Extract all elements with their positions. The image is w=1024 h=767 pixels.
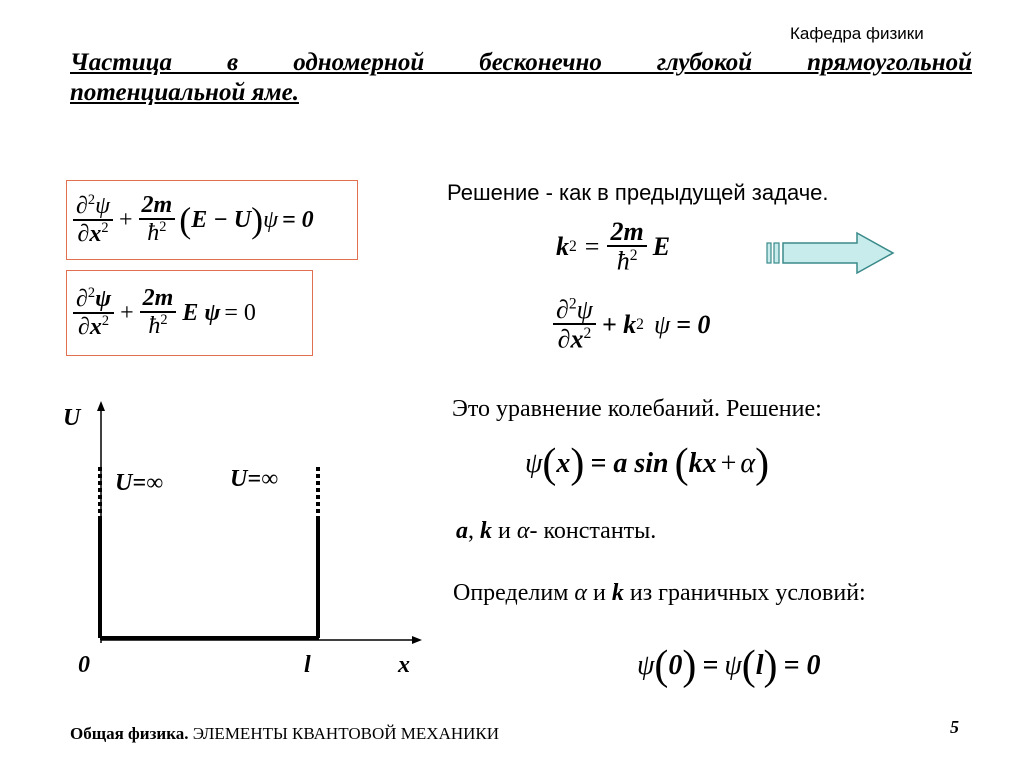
- slide-title-line2: потенциальной яме.: [70, 79, 299, 106]
- boundary-intro-line: Определим α и k из граничных условий:: [453, 580, 866, 606]
- axis-label-l: l: [304, 652, 311, 678]
- potential-well-diagram: [60, 395, 440, 695]
- boundary-intro-part2: из граничных условий:: [629, 580, 866, 606]
- oscillation-note-text: Это уравнение колебаний. Решение:: [452, 396, 822, 422]
- page-number: 5: [950, 717, 959, 737]
- solution-intro-text: Решение - как в предыдущей задаче.: [447, 180, 829, 205]
- axis-label-u: U: [63, 405, 81, 431]
- footer-course: [70, 724, 499, 744]
- equation-schrodinger-general: $\frac{\partial^2\psi}{\partial x^2}$ + $\frac{2m}{ħ^2}$ ( E − U ) ψ = 0: [66, 180, 358, 260]
- boundary-intro-part1: Определим: [453, 580, 569, 606]
- constants-suffix: - константы.: [529, 518, 657, 544]
- equation-k-definition: k 2 = $\frac{2m}{ħ^2}$ E: [556, 217, 671, 276]
- u-axis-arrow-icon: [97, 401, 105, 411]
- constants-line: a, k и α- константы.: [456, 518, 657, 544]
- footer-course-rest: ЭЛЕМЕНТЫ КВАНТОВОЙ МЕХАНИКИ: [192, 724, 500, 743]
- and-word-2: и: [593, 580, 606, 606]
- department-label: Кафедра физики: [790, 24, 924, 43]
- label-left-infinite-potential: U=∞: [115, 470, 164, 496]
- and-word: и: [498, 518, 511, 544]
- equation-solution: ψ ( x ) = a sin ( kx + α ): [525, 441, 770, 487]
- equation-oscillation: $\frac{\partial^2\psi}{\partial x^2}$ + k 2 ψ = 0: [553, 296, 710, 355]
- footer-course-bold: Общая физика.: [70, 724, 189, 743]
- equation-boundary: ψ ( 0 ) = ψ ( l ) = 0: [637, 643, 821, 689]
- slide-title-line1: Частица в одномерной бесконечно глубокой прямоугольной: [70, 49, 972, 76]
- equation-schrodinger-inside: $\frac{\partial^2\psi}{\partial x^2}$ + $\frac{2m}{ħ^2}$ E ψ = 0: [66, 270, 313, 356]
- axis-label-origin: 0: [78, 652, 90, 678]
- label-right-infinite-potential: U=∞: [230, 466, 279, 492]
- axis-label-x: x: [398, 652, 410, 678]
- x-axis-arrow-icon: [412, 636, 422, 644]
- right-arrow-icon: [765, 230, 897, 278]
